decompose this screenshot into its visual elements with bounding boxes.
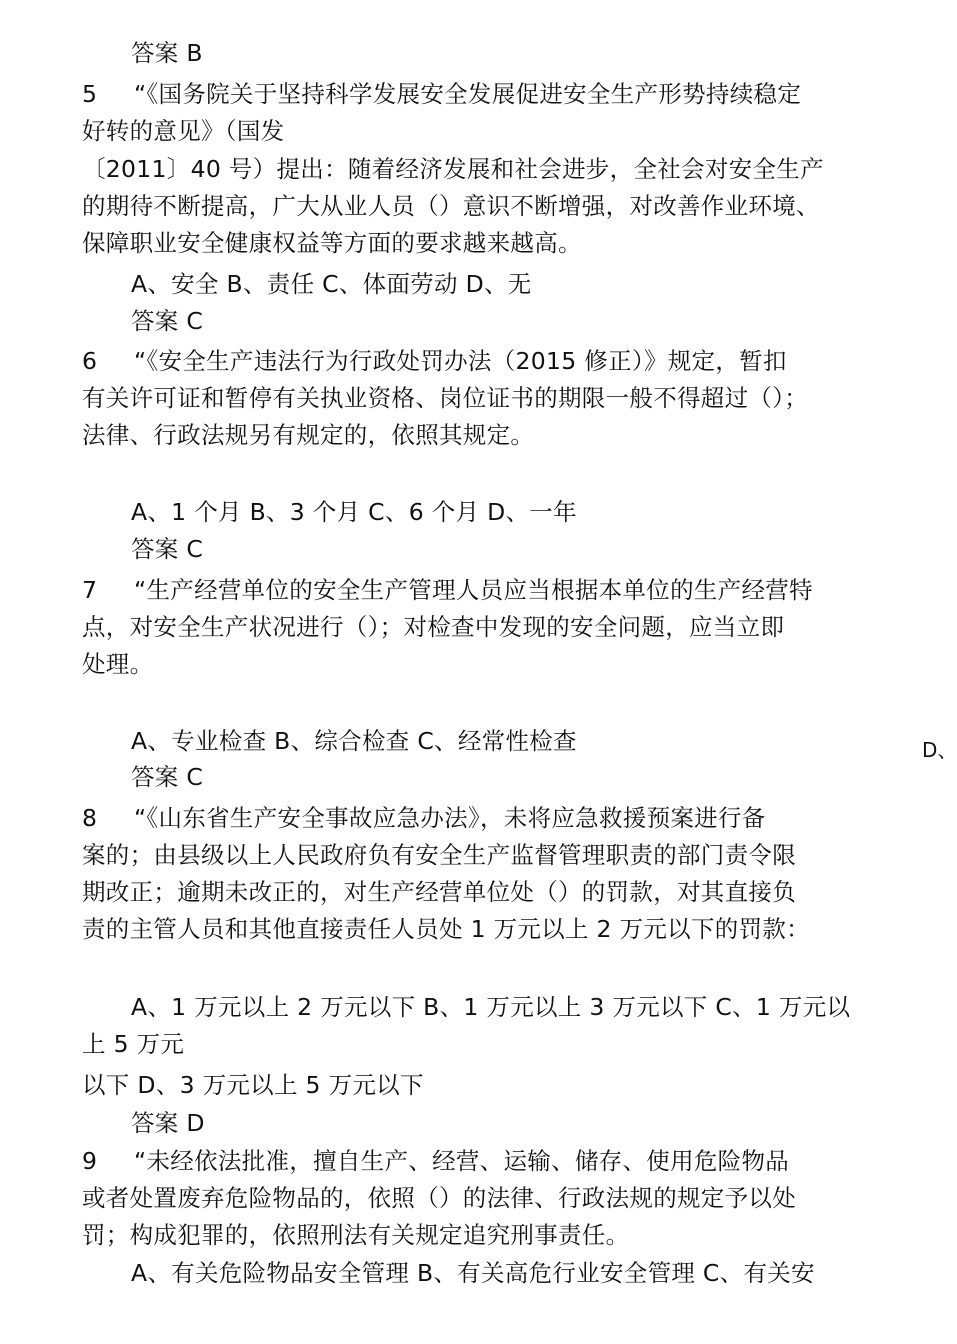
q8-stem-line-2: 案的；由县级以上人民政府负有安全生产监督管理职责的部门责令限: [82, 841, 796, 869]
q9-stem-line-2: 或者处置废弃危险物品的，依照（）的法律、行政法规的规定予以处: [82, 1184, 796, 1212]
q8-stem-text-1: “《山东省生产安全事故应急办法》，未将应急救援预案进行备: [134, 804, 766, 832]
q6-number: 6: [82, 347, 98, 375]
q5-stem-line-1: [82, 79, 801, 109]
q8-number: 8: [82, 804, 98, 832]
q9-stem-line-1: [82, 1146, 789, 1176]
q9-options: A、有关危险物品安全管理 B、有关高危行业安全管理 C、有关安: [131, 1259, 815, 1287]
q7-stem-line-1: [82, 575, 813, 605]
q5-stem-text-1: “《国务院关于坚持科学发展安全发展促进安全生产形势持续稳定: [134, 80, 802, 108]
q8-answer: 答案 D: [131, 1109, 205, 1137]
q5-stem-line-5: 保障职业安全健康权益等方面的要求越来越高。: [82, 229, 582, 257]
q8-options-line-2: 上 5 万元: [82, 1030, 185, 1058]
q8-stem-line-3: 期改正；逾期未改正的，对生产经营单位处（）的罚款，对其直接负: [82, 878, 796, 906]
q7-stem-text-1: “生产经营单位的安全生产管理人员应当根据本单位的生产经营特: [134, 576, 813, 604]
q6-stem-line-3: 法律、行政法规另有规定的，依照其规定。: [82, 421, 535, 449]
q8-stem-line-1: [82, 803, 766, 833]
q5-stem-line-4: 的期待不断提高，广大从业人员（）意识不断增强，对改善作业环境、: [82, 192, 820, 220]
q7-answer: 答案 C: [131, 763, 204, 791]
q7-number: 7: [82, 576, 98, 604]
q8-options-line-3: 以下 D、3 万元以上 5 万元以下: [82, 1071, 424, 1099]
q5-stem-line-2: 好转的意见》（国发: [82, 117, 285, 145]
q7-options: A、专业检查 B、综合检查 C、经常性检查: [131, 727, 577, 755]
q6-stem-line-1: [82, 346, 787, 376]
q5-options: A、安全 B、责任 C、体面劳动 D、无: [131, 270, 532, 298]
q7-stem-line-3: 处理。: [82, 650, 154, 678]
q7-stem-line-2: 点，对安全生产状况进行（）；对检查中发现的安全问题，应当立即: [82, 613, 785, 641]
q5-answer: 答案 C: [131, 307, 204, 335]
q5-number: 5: [82, 80, 98, 108]
q9-stem-line-3: 罚；构成犯罪的，依照刑法有关规定追究刑事责任。: [82, 1221, 630, 1249]
q8-stem-line-4: 责的主管人员和其他直接责任人员处 1 万元以上 2 万元以下的罚款：: [82, 915, 810, 943]
q9-stem-text-1: “未经依法批准，擅自生产、经营、运输、储存、使用危险物品: [134, 1147, 790, 1175]
q6-options: A、1 个月 B、3 个月 C、6 个月 D、一年: [131, 498, 577, 526]
q6-stem-line-2: 有关许可证和暂停有关执业资格、岗位证书的期限一般不得超过（）；: [82, 384, 809, 412]
q5-stem-line-3: 〔2011〕40 号）提出：随着经济发展和社会进步，全社会对安全生产: [82, 155, 824, 183]
q9-number: 9: [82, 1147, 98, 1175]
q4-answer: 答案 B: [131, 39, 203, 67]
q6-stem-text-1: “《安全生产违法行为行政处罚办法（2015 修正）》规定，暂扣: [134, 347, 787, 375]
q7-options-overflow: D、: [922, 738, 957, 762]
q8-options-line-1: A、1 万元以上 2 万元以下 B、1 万元以上 3 万元以下 C、1 万元以: [131, 993, 851, 1021]
q6-answer: 答案 C: [131, 535, 204, 563]
